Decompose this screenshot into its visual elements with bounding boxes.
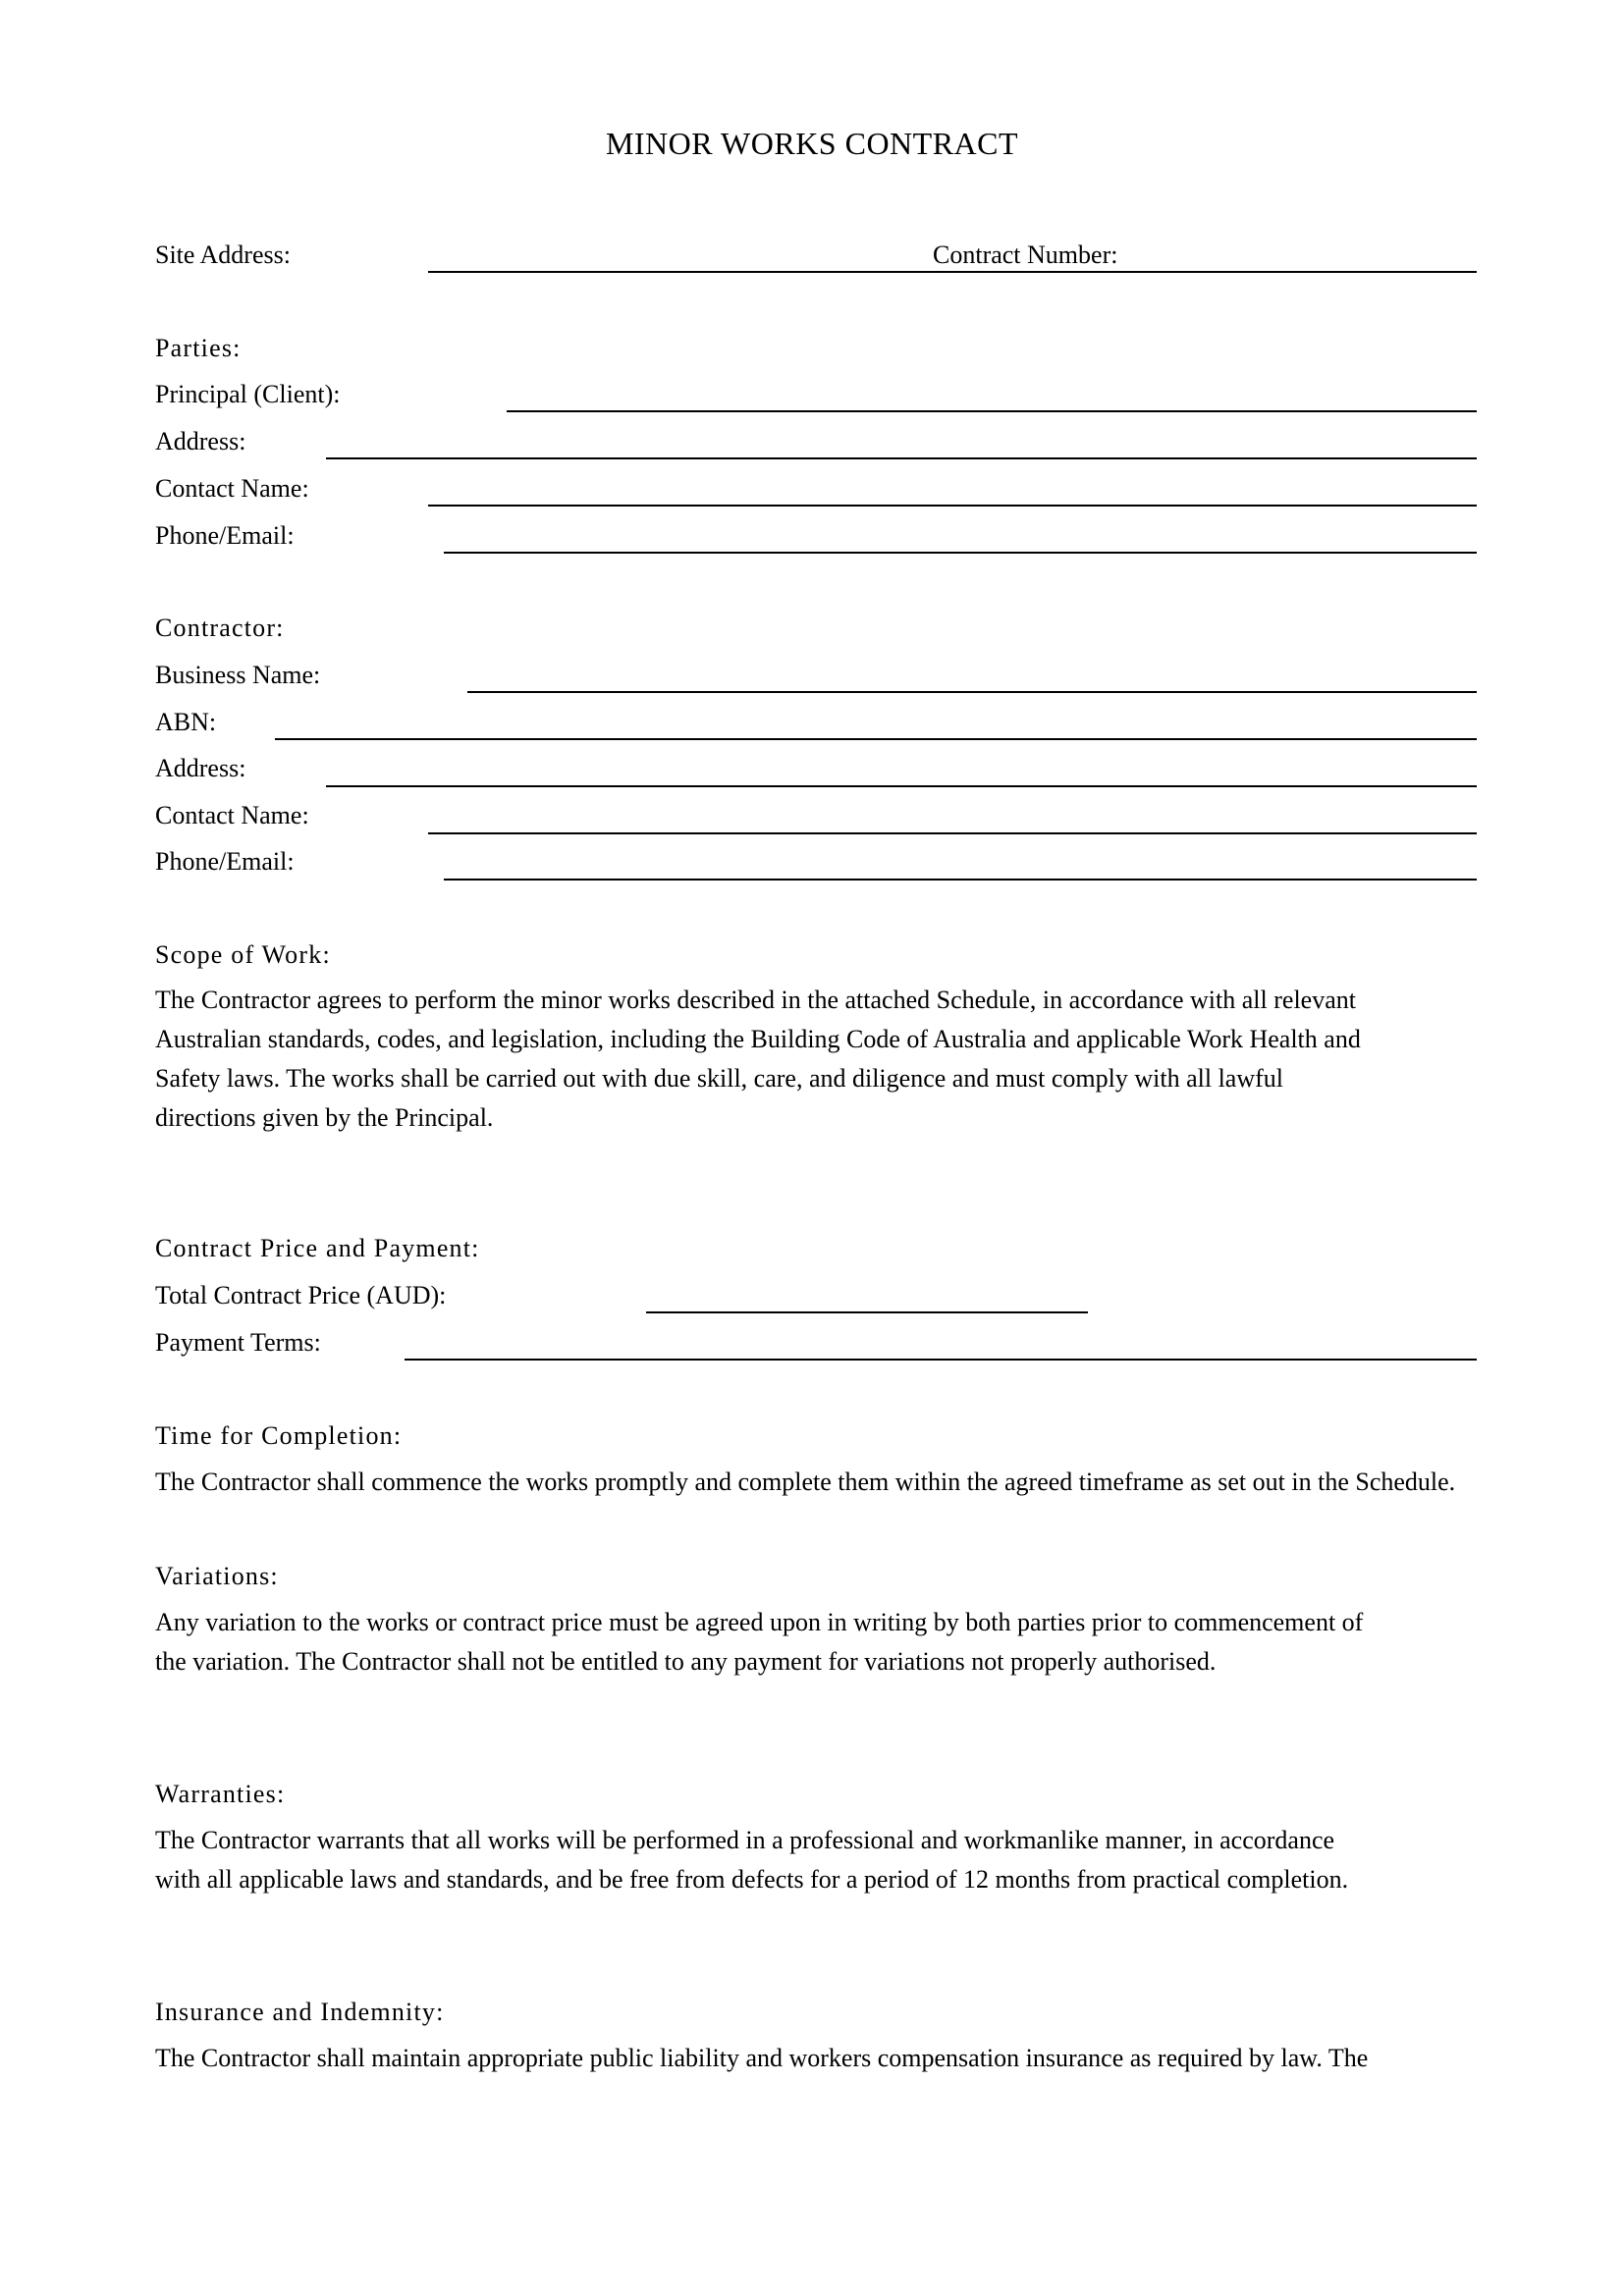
principal-phone-line[interactable] (444, 552, 1477, 554)
contractor-heading: Contractor: (155, 614, 285, 642)
scope-paragraph (155, 981, 1361, 1138)
scope-line: Safety laws. The works shall be carried out with due skill, care, and diligence and must comply with all lawful (155, 1064, 1284, 1093)
principal-line[interactable] (507, 410, 1477, 412)
variations-line: the variation. The Contractor shall not be entitled to any payment for variations not properly authorised. (155, 1647, 1217, 1676)
document-title: MINOR WORKS CONTRACT (605, 126, 1019, 161)
completion-line: The Contractor shall commence the works promptly and complete them within the agreed timeframe as set out in the Schedule. (155, 1468, 1456, 1496)
principal-address-label: Address: (155, 427, 246, 455)
site-address-line[interactable] (428, 271, 1477, 273)
parties-heading: Parties: (155, 334, 242, 362)
warranties-heading: Warranties: (155, 1780, 286, 1808)
warranties-paragraph (155, 1821, 1348, 1899)
scope-line: Australian standards, codes, and legislation, including the Building Code of Australia and applicable Work Health and (155, 1025, 1361, 1053)
principal-phone-label: Phone/Email: (155, 521, 295, 550)
warranties-line: The Contractor warrants that all works will be performed in a professional and workmanlike manner, in accordance (155, 1826, 1335, 1854)
completion-paragraph (155, 1463, 1455, 1502)
contractor-address-label: Address: (155, 754, 246, 782)
variations-heading: Variations: (155, 1562, 279, 1590)
payment-terms-label: Payment Terms: (155, 1328, 321, 1357)
contractor-phone-line[interactable] (444, 879, 1477, 881)
scope-line: directions given by the Principal. (155, 1103, 494, 1132)
scope-heading: Scope of Work: (155, 940, 331, 969)
payment-terms-line[interactable] (405, 1359, 1477, 1361)
insurance-paragraph (155, 2039, 1368, 2078)
principal-contact-label: Contact Name: (155, 474, 309, 503)
insurance-line: The Contractor shall maintain appropriate public liability and workers compensation insurance as required by law. The (155, 2044, 1369, 2072)
site-address-label: Site Address: (155, 240, 291, 269)
abn-label: ABN: (155, 708, 217, 736)
contractor-contact-label: Contact Name: (155, 801, 309, 829)
warranties-line: with all applicable laws and standards, and be free from defects for a period of 12 months from practical completion. (155, 1865, 1349, 1894)
scope-line: The Contractor agrees to perform the minor works described in the attached Schedule, in accordance with all relevant (155, 986, 1356, 1014)
total-price-line[interactable] (646, 1311, 1088, 1313)
contractor-contact-line[interactable] (428, 832, 1477, 834)
price-heading: Contract Price and Payment: (155, 1234, 480, 1262)
total-price-label: Total Contract Price (AUD): (155, 1281, 447, 1309)
business-name-label: Business Name: (155, 661, 321, 689)
contract-number-label: Contract Number: (933, 240, 1118, 269)
insurance-heading: Insurance and Indemnity: (155, 1998, 445, 2026)
variations-line: Any variation to the works or contract price must be agreed upon in writing by both parties prior to commencement of (155, 1608, 1364, 1636)
business-name-line[interactable] (467, 691, 1477, 693)
principal-address-line[interactable] (326, 457, 1477, 459)
contractor-address-line[interactable] (326, 785, 1477, 787)
principal-label: Principal (Client): (155, 380, 341, 408)
completion-heading: Time for Completion: (155, 1421, 403, 1450)
variations-paragraph (155, 1603, 1363, 1682)
principal-contact-line[interactable] (428, 505, 1477, 507)
contractor-phone-label: Phone/Email: (155, 847, 295, 876)
abn-line[interactable] (275, 738, 1477, 740)
